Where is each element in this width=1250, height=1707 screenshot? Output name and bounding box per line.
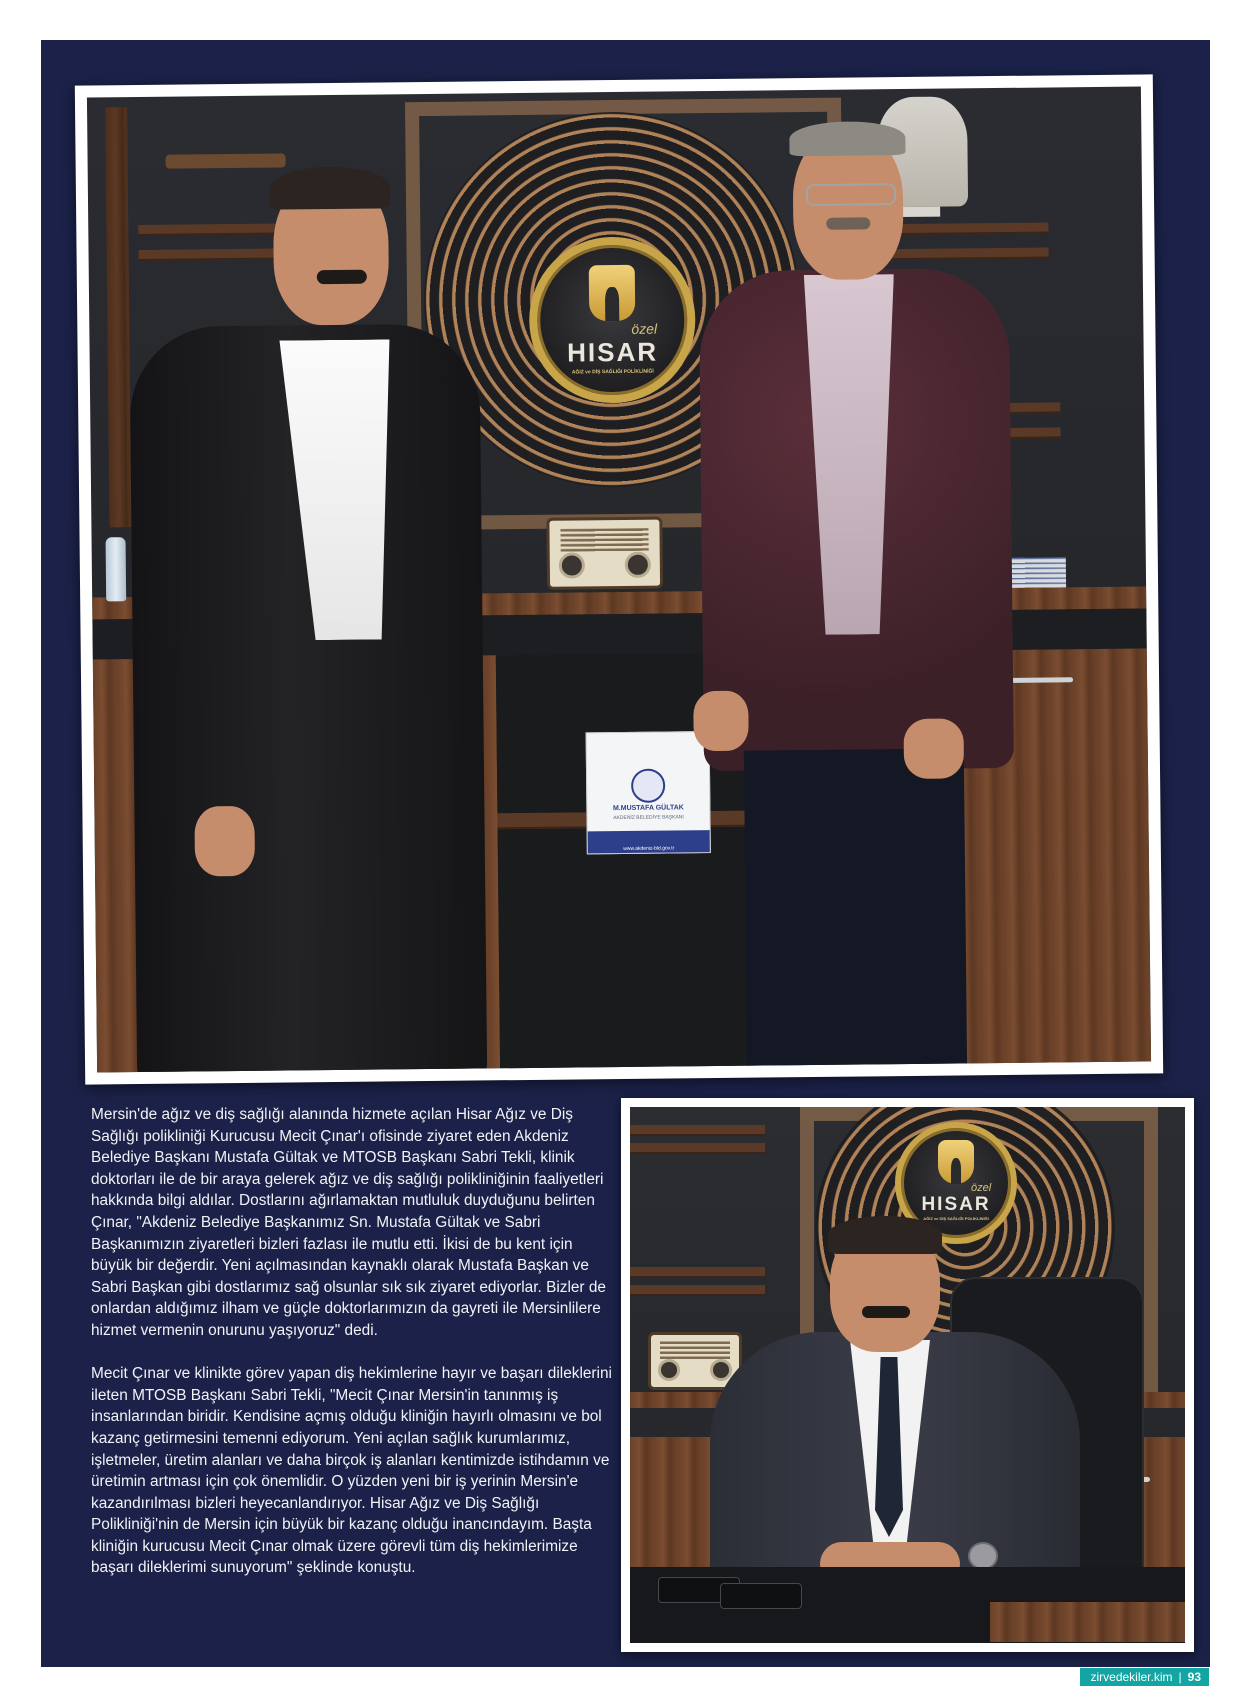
site-name: zirvedekiler.kim bbox=[1090, 1670, 1173, 1684]
gift-bag-title: AKDENİZ BELEDİYE BAŞKANI bbox=[613, 814, 684, 822]
water-bottle bbox=[106, 537, 127, 601]
grey-hair bbox=[789, 121, 905, 156]
gift-bag-name: M.MUSTAFA GÜLTAK bbox=[612, 804, 684, 813]
gift-bag-url: www.akdeniz-bld.gov.tr bbox=[623, 845, 675, 853]
logo-subtitle-text: AĞIZ ve DİŞ SAĞLIĞI POLİKLİNİĞİ bbox=[923, 1216, 989, 1221]
logo-ozel-text: özel bbox=[971, 1182, 992, 1194]
page-folio bbox=[1080, 1668, 1209, 1686]
logo-name-text: HISAR bbox=[921, 1194, 991, 1215]
moustache bbox=[862, 1306, 910, 1318]
glasses bbox=[806, 183, 896, 206]
hand bbox=[693, 691, 749, 752]
gift-bag-strip bbox=[588, 830, 710, 853]
radio-knob bbox=[658, 1359, 680, 1381]
shelf bbox=[630, 1125, 765, 1136]
logo-name-text: HISAR bbox=[567, 336, 659, 368]
photo-scene-office bbox=[630, 1107, 1185, 1643]
hand bbox=[194, 806, 255, 877]
hand bbox=[903, 718, 964, 779]
radio-knob bbox=[625, 552, 651, 578]
article-paragraph: Mersin'de ağız ve diş sağlığı alanında hizmete açılan Hisar Ağız ve Diş Sağlığı polikliniği Kurucusu Mecit Çınar'ı ofisinde ziyaret eden Akdeniz Belediye Başkanı Mustafa Gültak ve MTOSB Başkanı Sabri Tekli, klinik doktorları ile de bir araya gelerek ağız ve diş sağlığı polikliniğinin faaliyetleri hakkında bilgi aldılar. Dostlarını ağırlamaktan mutluluk duyduğunu belirten Çınar, "Akdeniz Belediye Başkanımız Sn. Mustafa Gültak ve Sabri Başkanımızın ziyaretleri bizleri fazlası ile mutlu etti. İkisi de bu kent için büyük bir değerdir. Yeni açılmasından kaynaklı olarak Mustafa Başkan ve Sabri Başkan gibi dostlarımız sağ olsunlar sık sık ziyaret ediyorlar. Bizler de onlardan aldığımız ilham ve güçle doktorlarımızın da gayreti ile Mersinlilere hizmet vermenin onurunu yaşıyoruz" dedi. bbox=[91, 1106, 606, 1339]
municipality-seal-icon bbox=[631, 769, 665, 803]
article-body bbox=[91, 1104, 613, 1601]
person-right-blazer bbox=[697, 108, 1027, 1071]
photo-seated-portrait bbox=[621, 1098, 1194, 1652]
photo-visit-group bbox=[75, 74, 1163, 1084]
radio-knob bbox=[559, 553, 585, 579]
desk-wood-edge bbox=[990, 1602, 1185, 1642]
smartphone bbox=[720, 1583, 802, 1609]
hair bbox=[270, 166, 390, 209]
photo-scene-office bbox=[87, 87, 1151, 1073]
tooth-castle-icon bbox=[938, 1140, 974, 1184]
tooth-castle-icon bbox=[589, 265, 636, 321]
radio-grill bbox=[560, 528, 648, 552]
article-paragraph: Mecit Çınar ve klinikte görev yapan diş hekimlerine hayır ve başarı dileklerini ileten MTOSB Başkanı Sabri Tekli, "Mecit Çınar Mersin'in tanınmış iş insanlarından biridir. Kendisine açmış olduğu kliniğin hayırlı olmasını ve bol kazanç getirmesini temenni ediyorum. Yeni açılan sağlık kurumlarımız, işletmeler, üretim alanları ve daha birçok iş alanları kentimizde istihdamın ve üretimin artması için çok önemlidir. O yüzden yeni bir iş yerinin Mersin'e kazandırılması bizleri heyecanlandırıyor. Hisar Ağız ve Diş Sağlığı Polikliniği'nin de Mersin için büyük bir kazanç olduğu inancındayım. Başta kliniğin kurucusu Mecit Çınar olmak üzere görevli tüm diş hekimlerimize başarı dileklerimi sunuyorum" şeklinde konuştu. bbox=[91, 1365, 612, 1577]
dark-trousers bbox=[744, 748, 967, 1070]
logo-ozel-text: özel bbox=[631, 320, 658, 337]
folio-separator: | bbox=[1178, 1670, 1182, 1684]
vintage-radio bbox=[546, 517, 663, 590]
wristwatch bbox=[968, 1542, 998, 1570]
hair bbox=[828, 1216, 942, 1254]
person-left-cardigan bbox=[128, 163, 498, 1072]
gift-bag bbox=[586, 731, 711, 854]
clinic-logo bbox=[528, 236, 696, 404]
moustache bbox=[317, 270, 367, 285]
page-number: 93 bbox=[1187, 1670, 1201, 1684]
moustache bbox=[826, 217, 870, 229]
logo-subtitle-text: AĞIZ ve DİŞ SAĞLIĞI POLİKLİNİĞİ bbox=[571, 368, 654, 376]
shelf bbox=[630, 1143, 765, 1154]
